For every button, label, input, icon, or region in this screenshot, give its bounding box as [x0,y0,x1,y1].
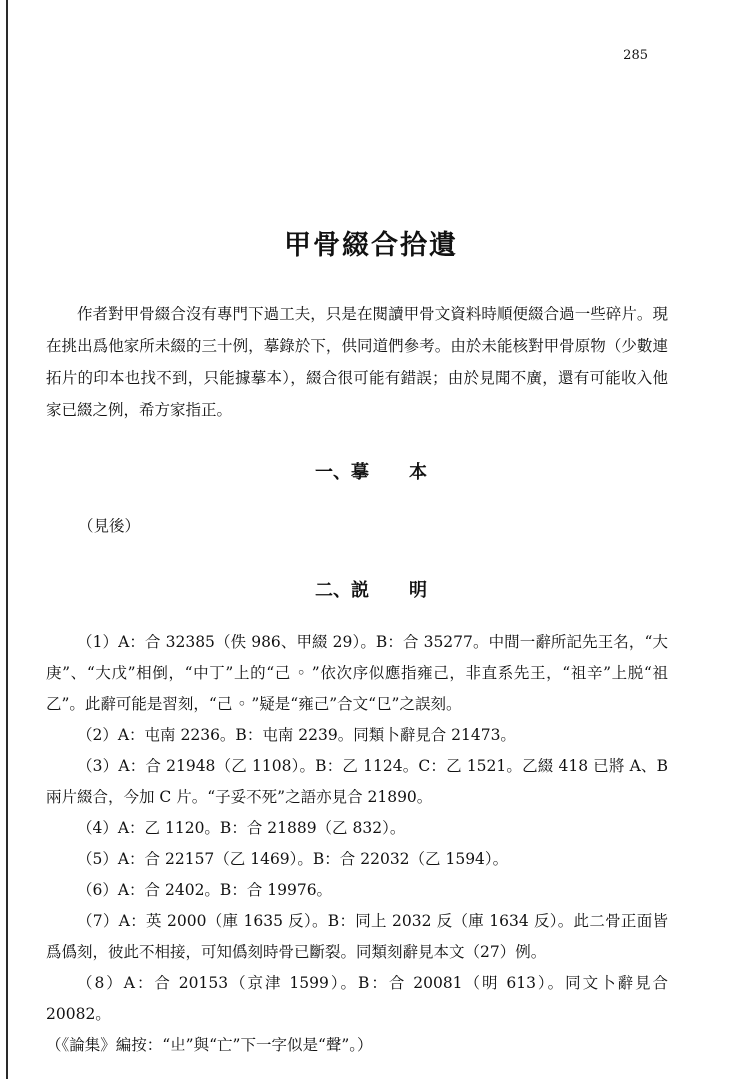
note-item: （8）A：合 20153（京津 1599）。B：合 20081（明 613）。同文卜辭見合 20082。 [46,974,668,1023]
note-item: （4）A：乙 1120。B：合 21889（乙 832）。 [77,819,406,837]
note-item: （5）A：合 22157（乙 1469）。B：合 22032（乙 1594）。 [77,850,509,868]
note-item: （1）A：合 32385（佚 986、甲綴 29）。B：合 35277。中間一辭所記先王名，“大庚”、“大戊”相倒，“中丁”上的“己 ◦ ”依次序似應指雍己，非直系先王，“祖辛”上脱“祖乙”。此辭可能是習刻，“己 ◦ ”疑是“雍己”合文“㔾”之誤刻。 [46,633,668,713]
note-item: （2）A：屯南 2236。B：屯南 2239。同類卜辭見合 21473。 [77,726,516,744]
note-item: （3）A：合 21948（乙 1108）。B：乙 1124。C：乙 1521。乙綴 418 已將 A、B 兩片綴合，今加 C 片。“子妥不死”之語亦見合 21890。 [46,757,668,806]
note-item: （6）A：合 2402。B：合 19976。 [77,881,333,899]
section-1-content: （見後） [78,517,141,535]
editor-note: （《論集》編按：“𡳿”與“亡”下一字似是“聲”。） [46,1036,373,1054]
intro-paragraph [46,298,668,426]
intro-text: 作者對甲骨綴合沒有專門下過工夫，只是在閱讀甲骨文資料時順便綴合過一些碎片。現在挑出爲他家所未綴的三十例，摹錄於下，供同道們參考。由於未能核對甲骨原物（少數連拓片的印本也找不到，只能據摹本），綴合很可能有錯誤；由於見聞不廣，還有可能收入他家已綴之例，希方家指正。 [46,305,668,419]
section-heading-2 [0,576,742,602]
page-edge-rule [6,0,8,1079]
section-2-word: 明 [409,580,427,601]
section-2-number: 二、説 [315,580,369,601]
note-item: （7）A：英 2000（庫 1635 反）。B：同上 2032 反（庫 1634 反）。此二骨正面皆爲僞刻，彼此不相接，可知僞刻時骨已斷裂。同類刻辭見本文（27）例。 [46,912,668,961]
notes-list [46,627,668,1061]
section-1-word: 本 [409,462,427,483]
section-heading-1 [0,458,742,484]
page-number: 285 [623,48,648,63]
article-title: 甲骨綴合拾遺 [284,230,458,262]
section-1-number: 一、摹 [315,462,369,483]
